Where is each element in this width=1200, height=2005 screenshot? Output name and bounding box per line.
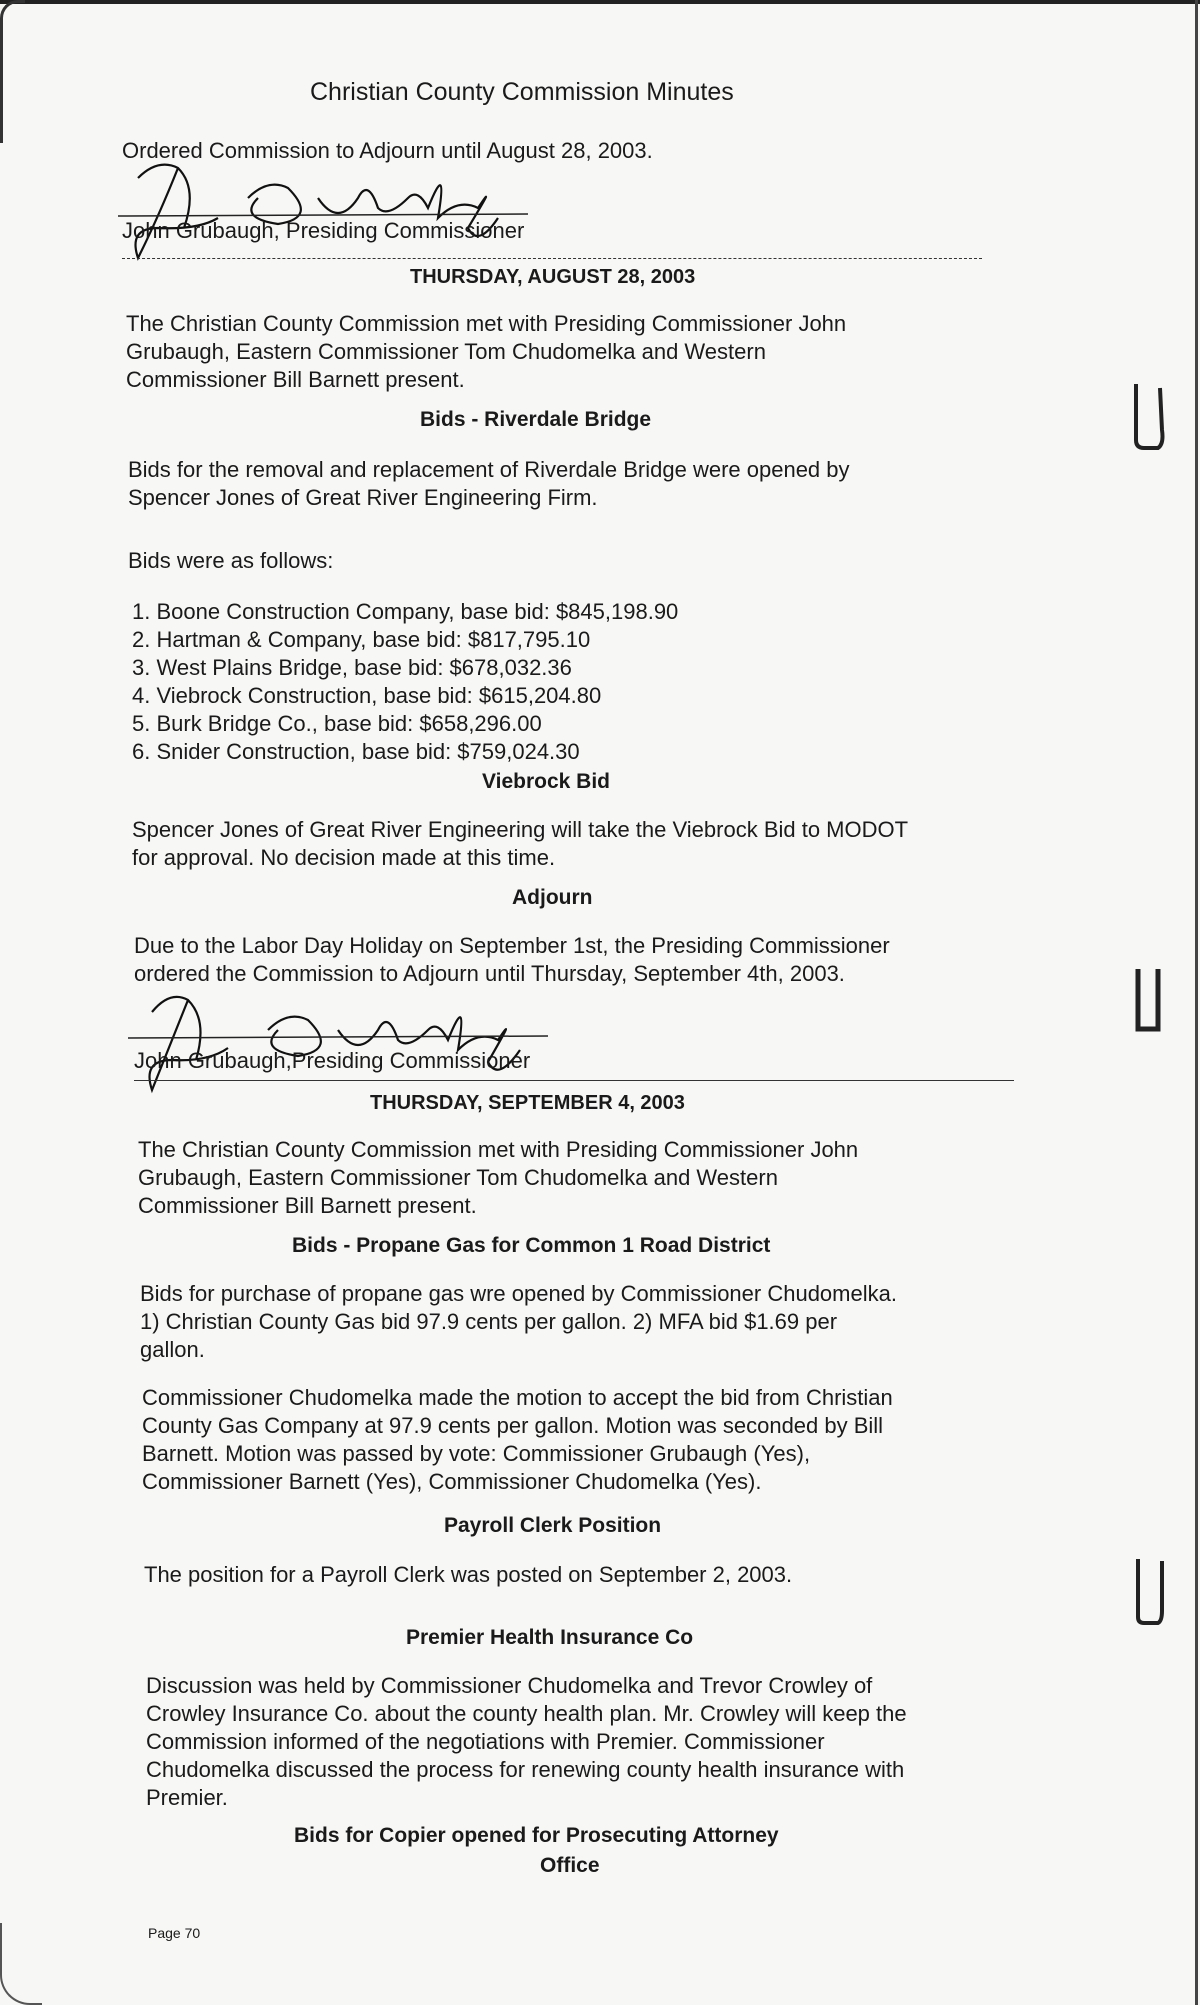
document-title: Christian County Commission Minutes	[310, 78, 734, 106]
section-heading: Viebrock Bid	[482, 770, 610, 793]
binder-tab-icon	[1132, 965, 1164, 1035]
scan-edge-right	[1195, 0, 1198, 2005]
bids-intro: Bids were as follows:	[128, 548, 334, 573]
list-item: 3. West Plains Bridge, base bid: $678,032.36	[132, 655, 572, 680]
signature-2	[128, 990, 568, 1100]
scan-edge-top	[0, 0, 1200, 4]
meeting-date: THURSDAY, SEPTEMBER 4, 2003	[370, 1092, 685, 1114]
list-item: 2. Hartman & Company, base bid: $817,795.10	[132, 627, 591, 652]
signature-1	[118, 158, 558, 268]
list-item: 4. Viebrock Construction, base bid: $615,204.80	[132, 683, 602, 708]
premier-paragraph: Discussion was held by Commissioner Chudomelka and Trevor Crowley of Crowley Insurance Co. about the county health plan. Mr. Crowley will keep the Commission informed of the negotiations with Premier. Commissioner Chudomelka discussed the process for renewing county health insurance with Premier.	[146, 1673, 907, 1810]
signature-1-name: John Grubaugh, Presiding Commissioner	[122, 218, 525, 243]
separator	[134, 1080, 1014, 1081]
section-heading: Bids - Propane Gas for Common 1 Road District	[292, 1234, 771, 1257]
list-item: 5. Burk Bridge Co., base bid: $658,296.00	[132, 711, 542, 736]
signature-2-name: John Grubaugh,Presiding Commissioner	[134, 1048, 531, 1073]
page-number: Page 70	[148, 1925, 201, 1941]
viebrock-paragraph: Spencer Jones of Great River Engineering will take the Viebrock Bid to MODOT for approval. No decision made at this time.	[132, 817, 909, 870]
attendance-paragraph: The Christian County Commission met with Presiding Commissioner John Grubaugh, Eastern Commissioner Tom Chudomelka and Western Commissioner Bill Barnett present.	[126, 311, 847, 392]
meeting-date: THURSDAY, AUGUST 28, 2003	[410, 266, 696, 288]
payroll-paragraph: The position for a Payroll Clerk was posted on September 2, 2003.	[144, 1562, 793, 1587]
separator	[122, 258, 982, 259]
section-heading: Bids for Copier opened for Prosecuting Attorney	[294, 1824, 779, 1847]
adjourn-order: Ordered Commission to Adjourn until August 28, 2003.	[122, 138, 653, 163]
motion-paragraph: Commissioner Chudomelka made the motion to accept the bid from Christian County Gas Company at 97.9 cents per gallon. Motion was seconded by Bill Barnett. Motion was passed by vote: Commissioner Grubaugh (Yes), Commissioner Barnett (Yes), Commissioner Chudomelka (Yes).	[142, 1385, 893, 1494]
bid-list	[132, 598, 992, 766]
riverdale-paragraph: Bids for the removal and replacement of Riverdale Bridge were opened by Spencer Jones of Great River Engineering Firm.	[128, 457, 850, 510]
scan-edge-corner	[0, 0, 25, 143]
section-heading: Bids - Riverdale Bridge	[420, 408, 652, 431]
section-heading: Adjourn	[512, 886, 593, 909]
section-heading: Premier Health Insurance Co	[406, 1626, 694, 1649]
section-heading: Payroll Clerk Position	[444, 1514, 662, 1537]
attendance-paragraph: The Christian County Commission met with Presiding Commissioner John Grubaugh, Eastern Commissioner Tom Chudomelka and Western Commissioner Bill Barnett present.	[138, 1137, 859, 1218]
list-item: 6. Snider Construction, base bid: $759,024.30	[132, 739, 580, 764]
adjourn-paragraph: Due to the Labor Day Holiday on September 1st, the Presiding Commissioner ordered the Commission to Adjourn until Thursday, September 4th, 2003.	[134, 933, 890, 986]
binder-tab-icon	[1130, 1555, 1166, 1627]
list-item: 1. Boone Construction Company, base bid: $845,198.90	[132, 599, 679, 624]
binder-tab-icon	[1130, 380, 1166, 452]
scan-edge-corner-bottom	[0, 1923, 42, 2005]
section-heading: Office	[540, 1854, 600, 1877]
propane-paragraph: Bids for purchase of propane gas wre opened by Commissioner Chudomelka. 1) Christian County Gas bid 97.9 cents per gallon. 2) MFA bid $1.69 per gallon.	[140, 1281, 897, 1362]
